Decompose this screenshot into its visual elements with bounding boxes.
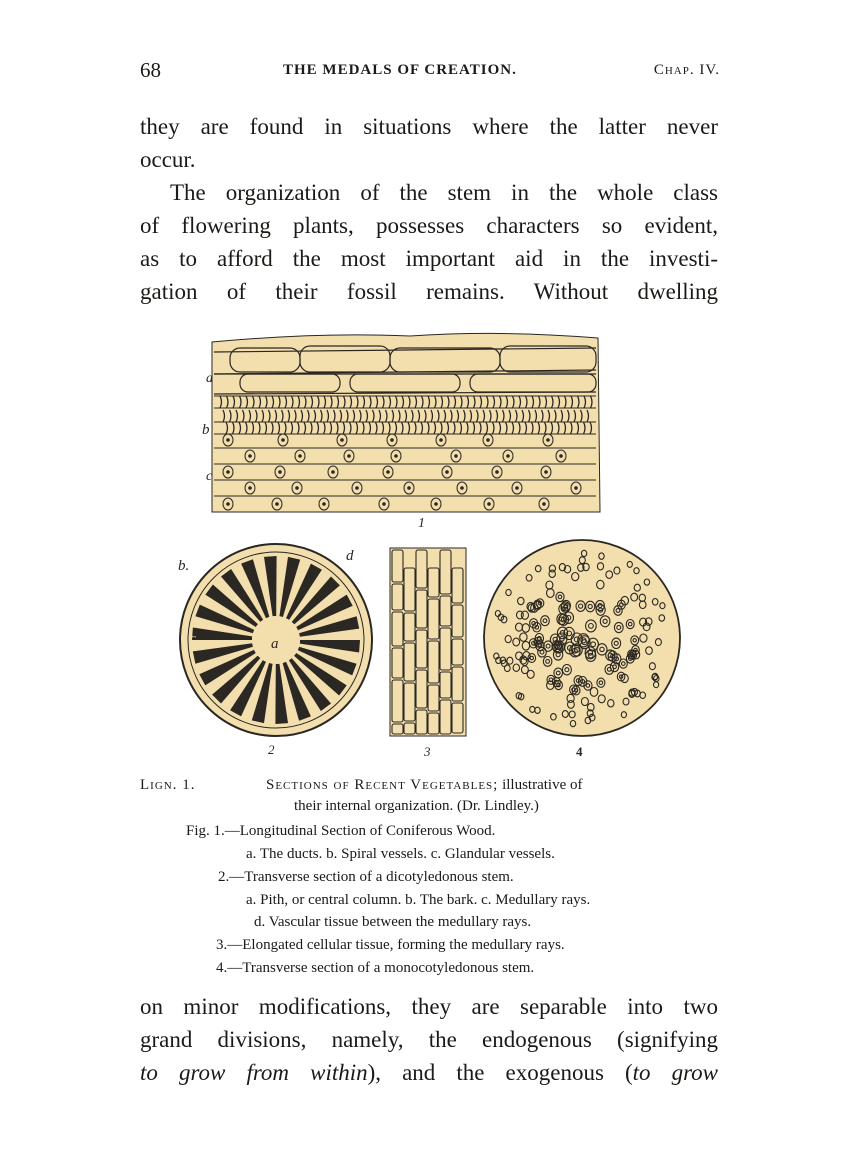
fig3-number: 3 <box>424 744 431 759</box>
bottom-paragraph <box>140 990 718 1089</box>
text-line-mixed <box>140 1056 718 1089</box>
chapter-label: Chap. IV. <box>653 62 720 78</box>
fig1-letter-c: c <box>206 469 213 484</box>
caption-fig2-detail1: a. Pith, or central column. b. The bark. c. Medullary rays. <box>246 892 591 908</box>
fig1-number: 1 <box>418 516 425 530</box>
text-line: as to afford the most important aid in the investi- <box>140 246 718 271</box>
text-line: grand divisions, namely, the endogenous (signifying <box>140 1027 718 1052</box>
page-number: 68 <box>140 58 161 82</box>
fig1-letter-b: b <box>202 422 210 438</box>
caption-title-line <box>266 775 582 796</box>
figure-plate-label: Lign. 1. <box>140 777 196 793</box>
fig2-letter-a: a <box>271 636 279 652</box>
running-title: THE MEDALS OF CREATION. <box>283 62 517 78</box>
caption-fig4: 4.—Transverse section of a monocotyledonous stem. <box>216 960 535 976</box>
italic-phrase: to grow from within <box>140 1060 368 1085</box>
caption-fig1: Fig. 1.—Longitudinal Section of Coniferous Wood. <box>186 823 496 839</box>
caption-fig2-detail2: d. Vascular tissue between the medullary rays. <box>254 914 532 930</box>
fig2-letter-c: c <box>190 630 196 645</box>
fig2-letter-d: d <box>346 548 354 564</box>
figure-4-monocot-transverse-section <box>478 534 688 760</box>
text-line: they are found in situations where the latter never <box>140 114 718 139</box>
caption-fig2: 2.—Transverse section of a dicotyledonous stem. <box>218 869 514 885</box>
text-span: ), and the exogenous ( <box>367 1060 633 1085</box>
fig4-number: 4 <box>576 744 583 759</box>
caption-title: Sections of Recent Vegetables; <box>266 777 499 793</box>
text-line: occur. <box>140 147 196 172</box>
text-line: The organization of the stem in the whole class <box>170 180 718 205</box>
text-line: gation of their fossil remains. Without dwelling <box>140 279 718 304</box>
figure-caption <box>140 775 720 985</box>
caption-title-rest: illustrative of <box>498 777 583 793</box>
figure-1-longitudinal-section <box>200 330 610 530</box>
caption-fig1-detail: a. The ducts. b. Spiral vessels. c. Glandular vessels. <box>246 846 555 862</box>
text-line: of flowering plants, possesses characters so evident, <box>140 213 718 238</box>
fig1-letter-a: a <box>206 371 213 386</box>
text-line: on minor modifications, they are separable into two <box>140 994 718 1019</box>
fig2-number: 2 <box>268 742 275 757</box>
caption-fig3: 3.—Elongated cellular tissue, forming the medullary rays. <box>216 937 565 953</box>
italic-phrase: to grow <box>632 1060 719 1085</box>
running-header <box>140 58 720 88</box>
figure-2-dicot-transverse-section <box>168 540 384 760</box>
top-paragraph <box>140 110 718 308</box>
caption-title-line2: their internal organization. (Dr. Lindley.) <box>294 798 539 814</box>
figure-3-elongated-cellular-tissue <box>386 544 472 760</box>
fig2-letter-b: b. <box>178 558 190 574</box>
